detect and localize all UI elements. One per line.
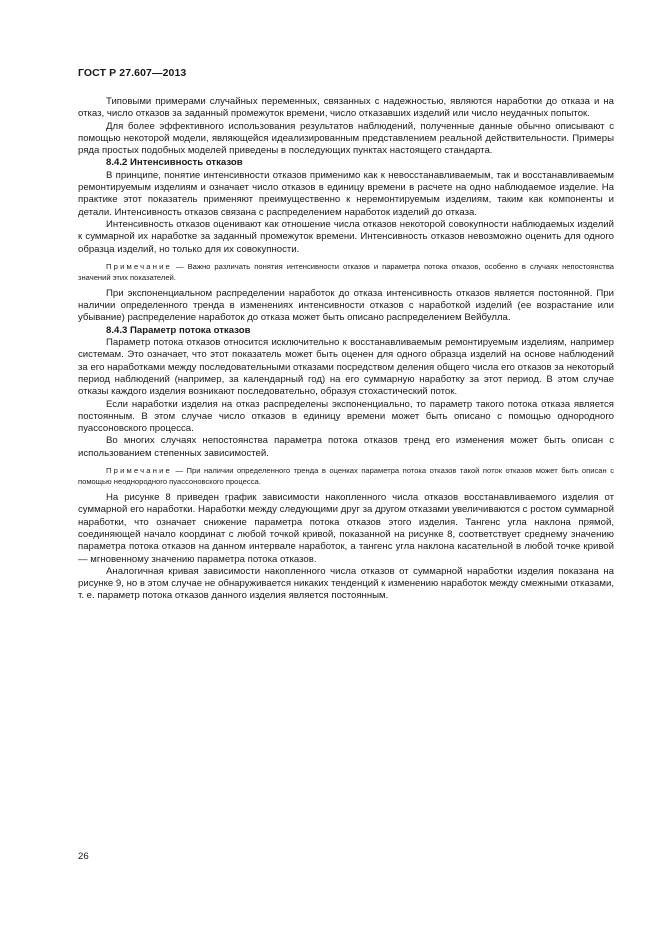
paragraph-failure-rate-estimation: Интенсивность отказов оценивают как отношение числа отказов некоторой совокупности наблюдаемых изделий к суммарной их наработке за заданный промежуток времени. Интенсивность отказов невозможно оценить для одного образца изделий, но только для их совокупности. [78,218,614,255]
paragraph-power-law: Во многих случаях непостоянства параметра потока отказов тренд его изменения может быть описан с использованием степенных зависимостей. [78,435,614,459]
note-failure-flow [78,465,614,487]
paragraph-models: Для более эффективного использования результатов наблюдений, полученные данные обычно описывают с помощью некоторой модели, являющейся идеализированным представлением реальной действительности. Примеры ряда простых подобных моделей приведены в последующих пунктах настоящего стандарта. [78,120,614,157]
paragraph-failure-flow-parameter: Параметр потока отказов относится исключительно к восстанавливаемым ремонтируемым изделиям, например системам. Это означает, что этот показатель может быть оценен для одного образца изделий на основе наблюдений за его наработками между последовательными отказами посредством деления общего числа его отказов за некоторый период наблюдений (например, за календарный год) на его суммарную наработку за этот период. В этом случае отказы каждого изделия возникают последовательно, образуя стохастический поток. [78,337,614,398]
page-header-standard-code: ГОСТ Р 27.607—2013 [78,67,187,79]
paragraph-figure-8: На рисунке 8 приведен график зависимости накопленного числа отказов восстанавливаемого изделия от суммарной его наработки. Наработки между следующими друг за другом отказами увеличиваются с ростом суммарной наработки, что означает снижение параметра потока отказов этого изделия. Тангенс угла наклона прямой, соединяющей начало координат с любой точкой кривой, показанной на рисунке 8, соответствует среднему значению параметра потока отказов на данном интервале наработок, а тангенс угла наклона касательной в любой точке кривой — мгновенному значению параметра потока отказов. [78,492,614,565]
note-text: — При наличии определенного тренда в оценках параметра потока отказов такой поток отказов может быть описан с помощью неоднородного пуассоновского процесса. [78,466,614,487]
note-label: Примечание [106,466,172,476]
section-heading-8-4-2: 8.4.2 Интенсивность отказов [106,157,243,169]
section-heading-8-4-3: 8.4.3 Параметр потока отказов [106,324,251,336]
page-number: 26 [78,851,89,862]
paragraph-random-variables: Типовыми примерами случайных переменных, связанных с надежностью, являются наработки до отказа и на отказ, число отказов за заданный промежуток времени, число отказавших изделий или число неудачных попыток. [78,96,614,120]
paragraph-figure-9: Аналогичная кривая зависимости накопленного числа отказов от суммарной наработки изделия показана на рисунке 9, но в этом случае не обнаруживается никаких тенденций к изменению наработок между смежными отказами, т. е. параметр потока отказов данного изделия является постоянным. [78,565,614,602]
note-text: — Важно различать понятия интенсивности отказов и параметра потока отказов, особенно в случаях непостоянства значений этих показателей. [78,261,614,282]
paragraph-exponential-flow: Если наработки изделия на отказ распределены экспоненциально, то параметр такого потока отказа является постоянным. В этом случае число отказов в единицу времени может быть описано с помощью однородного пуассоновского процесса. [78,398,614,435]
paragraph-failure-rate-concept: В принципе, понятие интенсивности отказов применимо как к невосстанавливаемым, так и восстанавливаемым ремонтируемым изделиям и означает число отказов в единицу времени в расчете на одно наблюдаемое изделие. На практике этот показатель применяют преимущественно к неремонтируемым изделиям, таким как компоненты и детали. Интенсивность отказов связана с распределением наработок изделий до отказа. [78,169,614,218]
paragraph-exponential-distribution: При экспоненциальном распределении наработок до отказа интенсивность отказов является постоянной. При наличии определенного тренда в изменениях интенсивности отказов с наработкой изделий (ее возрастание или убывание) распределение наработок до отказа может быть описано распределением Вейбулла. [78,287,614,324]
note-failure-rate [78,261,614,283]
document-body [78,96,614,603]
note-label: Примечание [106,261,172,271]
